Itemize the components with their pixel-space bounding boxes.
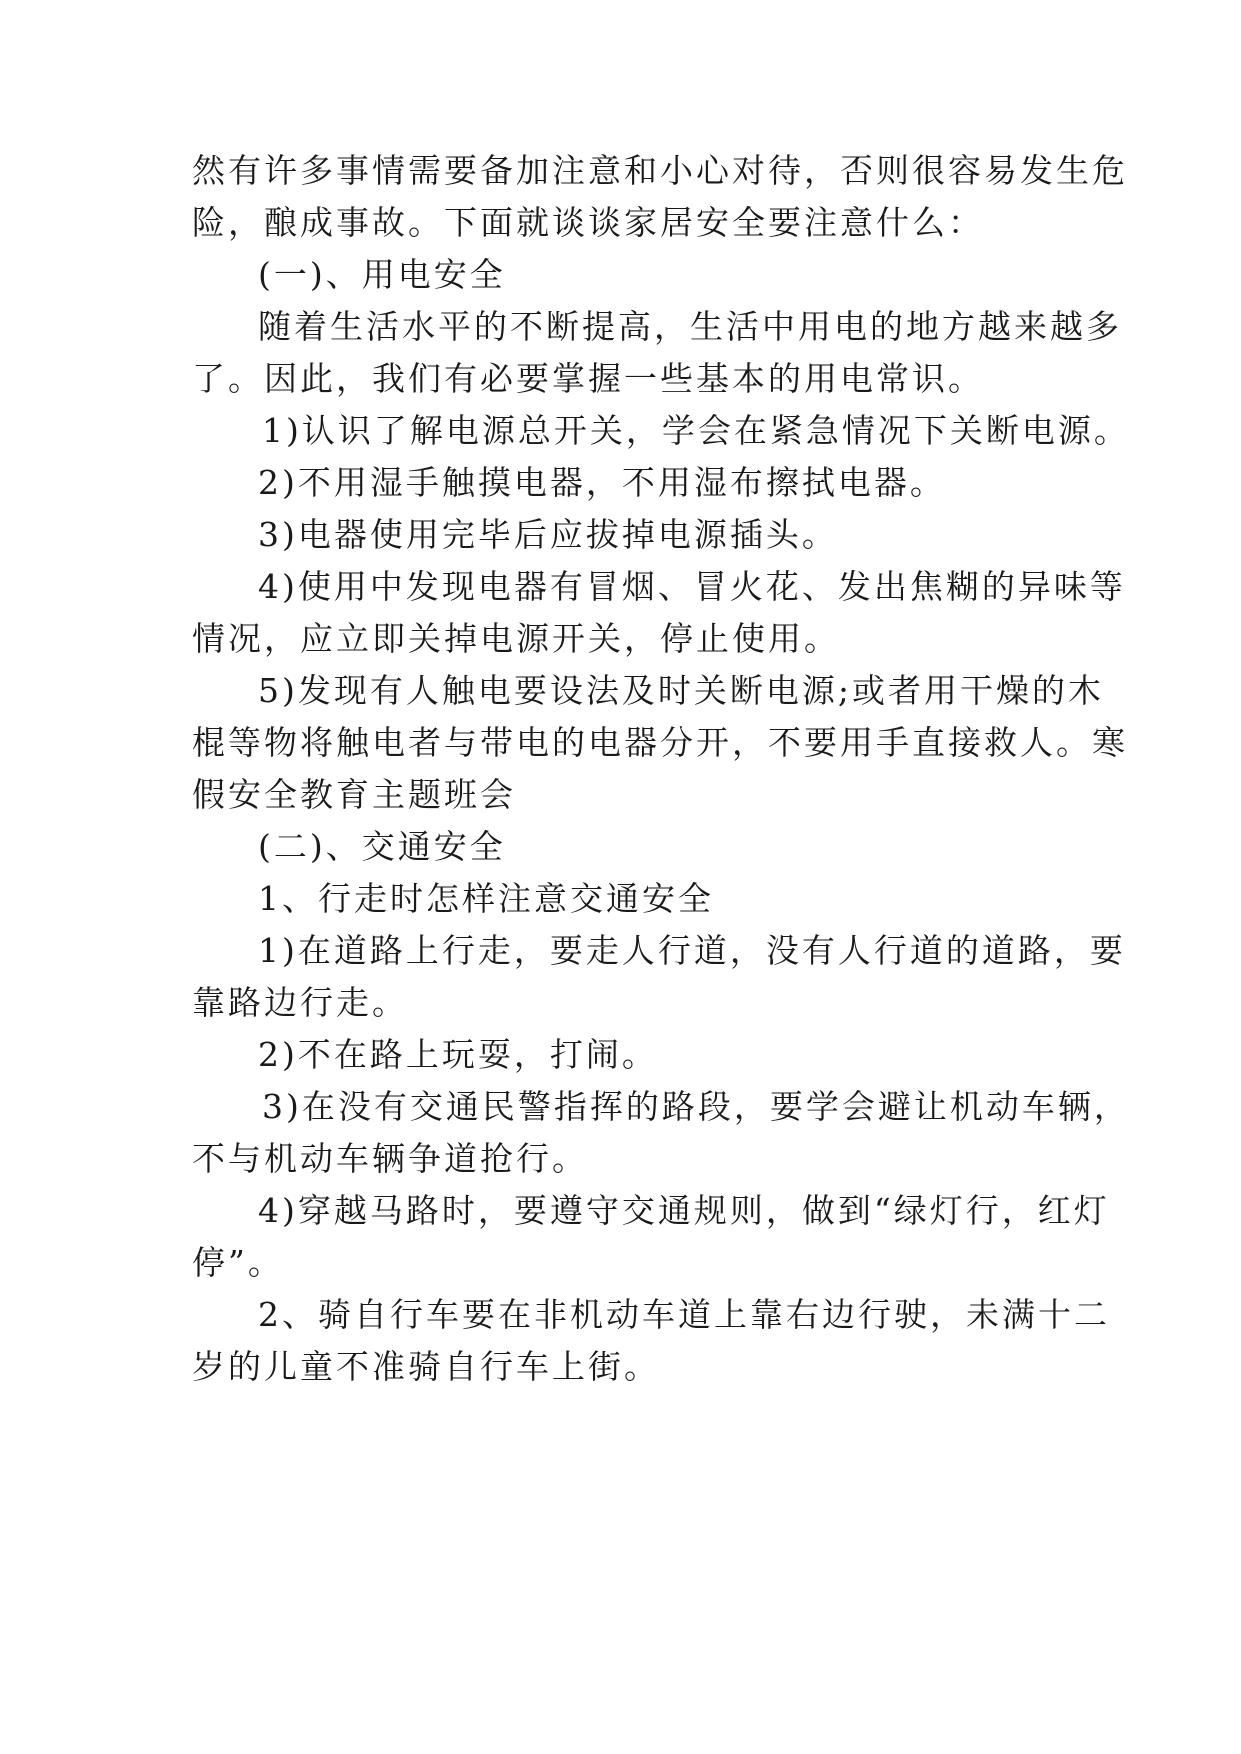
paragraph-line: 情况，应立即关掉电源开关，停止使用。 — [192, 619, 840, 658]
list-item: 4)使用中发现电器有冒烟、冒火花、发出焦糊的异味等 — [258, 567, 1126, 606]
paragraph-line: 棍等物将触电者与带电的电器分开，不要用手直接救人。寒 — [192, 723, 1128, 762]
paragraph-line: 随着生活水平的不断提高，生活中用电的地方越来越多 — [258, 307, 1122, 346]
section-heading: (二)、交通安全 — [258, 827, 506, 866]
paragraph-line: 险，酿成事故。下面就谈谈家居安全要注意什么： — [192, 203, 984, 242]
list-item: 3)电器使用完毕后应拔掉电源插头。 — [258, 515, 838, 554]
subsection-heading: 1、行走时怎样注意交通安全 — [258, 879, 714, 918]
paragraph-line: 停”。 — [192, 1243, 284, 1282]
section-heading: (一)、用电安全 — [258, 255, 506, 294]
paragraph-line: 了。因此，我们有必要掌握一些基本的用电常识。 — [192, 359, 984, 398]
list-item: 1)在道路上行走，要走人行道，没有人行道的道路，要 — [258, 931, 1126, 970]
list-item: 3)在没有交通民警指挥的路段，要学会避让机动车辆， — [262, 1087, 1130, 1126]
paragraph-line: 不与机动车辆争道抢行。 — [192, 1139, 588, 1178]
paragraph-line: 假安全教育主题班会 — [192, 775, 516, 814]
list-item: 4)穿越马路时，要遵守交通规则，做到“绿灯行，红灯 — [258, 1191, 1110, 1230]
subsection-heading: 2、骑自行车要在非机动车道上靠右边行驶，未满十二 — [258, 1295, 1110, 1334]
list-item: 5)发现有人触电要设法及时关断电源;或者用干燥的木 — [258, 671, 1104, 710]
list-item: 2)不用湿手触摸电器，不用湿布擦拭电器。 — [258, 463, 946, 502]
paragraph-line: 靠路边行走。 — [192, 983, 408, 1022]
paragraph-line: 岁的儿童不准骑自行车上街。 — [192, 1347, 660, 1386]
list-item: 2)不在路上玩耍，打闹。 — [258, 1035, 658, 1074]
paragraph-line: 然有许多事情需要备加注意和小心对待，否则很容易发生危 — [192, 151, 1128, 190]
list-item: 1)认识了解电源总开关，学会在紧急情况下关断电源。 — [262, 411, 1130, 450]
